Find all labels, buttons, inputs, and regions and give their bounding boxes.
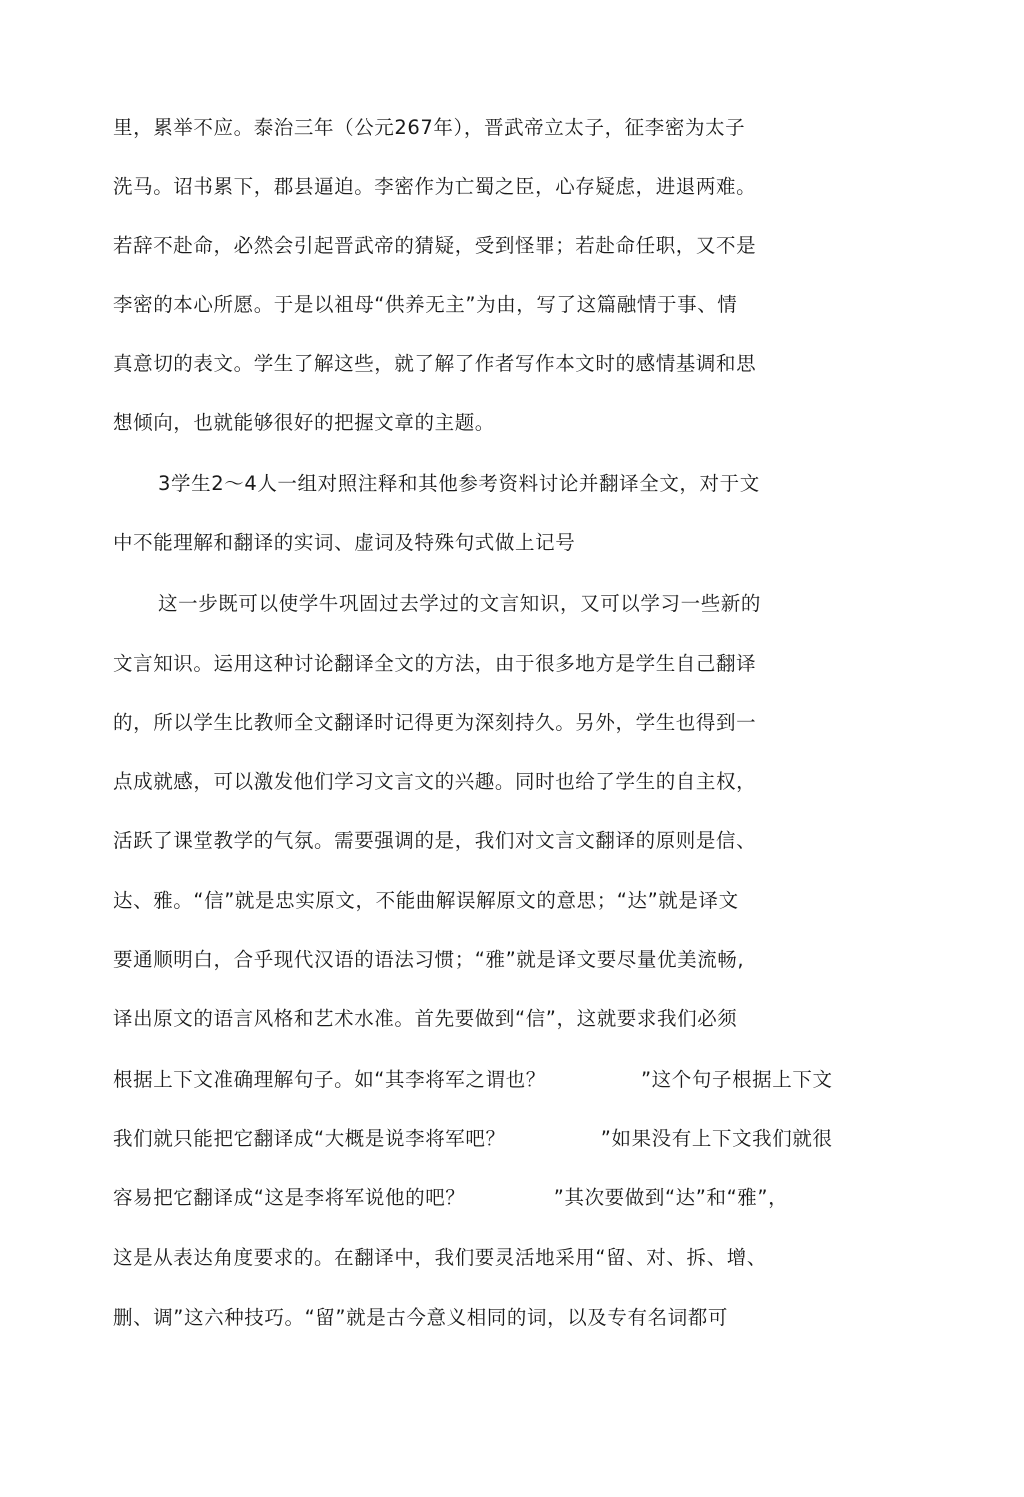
text-line: 李密的本心所愿。于是以祖母“供养无主”为由，写了这篇融情于事、情 <box>113 293 738 316</box>
text-line: 点成就感，可以激发他们学习文言文的兴趣。同时也给了学生的自主权， <box>113 770 757 793</box>
paragraph-heading: 3学生2～4人一组对照注释和其他参考资料讨论并翻译全文，对于文 <box>158 472 760 495</box>
text-line: 删、调”这六种技巧。“留”就是古今意义相同的词，以及专有名词都可 <box>113 1306 729 1329</box>
text-line: 真意切的表文。学生了解这些，就了解了作者写作本文时的感情基调和思 <box>113 352 757 375</box>
text-line: 要通顺明白，合乎现代汉语的语法习惯；“雅”就是译文要尽量优美流畅, <box>113 948 745 971</box>
text-line: 这一步既可以使学牛巩固过去学过的文言知识，又可以学习一些新的 <box>158 592 762 615</box>
text-line: 根据上下文准确理解句子。如“其李将军之谓也？ ”这个句子根据上下文 <box>113 1068 833 1091</box>
text-line: 若辞不赴命，必然会引起晋武帝的猜疑，受到怪罪；若赴命任职，又不是 <box>113 234 757 257</box>
text-line: 我们就只能把它翻译成“大概是说李将军吧？ ”如果没有上下文我们就很 <box>113 1127 833 1150</box>
text-line: 文言知识。运用这种讨论翻译全文的方法，由于很多地方是学生自己翻译 <box>113 652 757 675</box>
text-line: 中不能理解和翻译的实词、虚词及特殊句式做上记号 <box>113 531 576 554</box>
text-line: 想倾向，也就能够很好的把握文章的主题。 <box>113 411 495 434</box>
text-line: 里，累举不应。泰治三年（公元267年），晋武帝立太子，征李密为太子 <box>113 116 746 139</box>
text-line: 洗马。诏书累下，郡县逼迫。李密作为亡蜀之臣，心存疑虑，进退两难。 <box>113 175 757 198</box>
text-line: 的，所以学生比教师全文翻译时记得更为深刻持久。另外，学生也得到一 <box>113 711 757 734</box>
text-line: 达、雅。“信”就是忠实原文，不能曲解误解原文的意思；“达”就是译文 <box>113 889 739 912</box>
text-line: 容易把它翻译成“这是李将军说他的吧？ ”其次要做到“达”和“雅”， <box>113 1186 789 1209</box>
text-line: 这是从表达角度要求的。在翻译中，我们要灵活地采用“留、对、拆、增、 <box>113 1246 767 1269</box>
text-line: 译出原文的语言风格和艺术水准。首先要做到“信”，这就要求我们必须 <box>113 1007 738 1030</box>
text-line: 活跃了课堂教学的气氛。需要强调的是，我们对文言文翻译的原则是信、 <box>113 829 757 852</box>
